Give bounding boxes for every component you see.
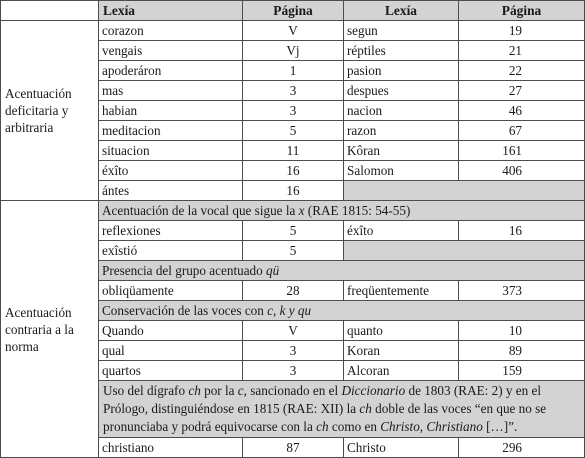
header-pagina-left: Página [243, 1, 344, 21]
lexia-cell: reflexiones [99, 221, 243, 241]
lexia-cell: réptiles [344, 41, 459, 61]
page-cell: 46 [459, 101, 585, 121]
subheader-italic: ch [359, 401, 372, 416]
lexia-cell: Salomon [344, 161, 459, 181]
subheader-italic: Diccionario [341, 383, 406, 398]
subheader-row [1, 201, 585, 221]
lexia-cell: meditacion [99, 121, 243, 141]
header-row [1, 1, 585, 21]
lexia-cell: Christo [344, 438, 459, 458]
header-lexia-right: Lexía [344, 1, 459, 21]
page-cell: 19 [459, 21, 585, 41]
subheader-text: como en [328, 419, 381, 434]
page-cell: 5 [243, 241, 344, 261]
lexia-cell: ántes [99, 181, 243, 201]
page-cell: 10 [459, 321, 585, 341]
lexia-cell: éxîto [99, 161, 243, 181]
lexia-cell: habian [99, 101, 243, 121]
page-cell: 87 [243, 438, 344, 458]
header-pagina-right: Página [459, 1, 585, 21]
page-cell: 296 [459, 438, 585, 458]
category-contraria: Acentuación contraria a la norma [1, 201, 99, 458]
page-cell: 16 [459, 221, 585, 241]
subheader-text: Conservación de las voces con [102, 302, 268, 318]
page-cell: 27 [459, 81, 585, 101]
lexia-cell: qual [99, 341, 243, 361]
page-cell: 1 [243, 61, 344, 81]
page-cell: Vj [243, 41, 344, 61]
page-cell: 3 [243, 361, 344, 381]
lexia-cell: christiano [99, 438, 243, 458]
subheader-text: Uso del dígrafo [103, 383, 189, 398]
subheader-text: (RAE 1815: 54-55) [304, 202, 411, 218]
subheader-italic: c, k y qu [267, 302, 312, 318]
lexia-cell: freqüentemente [344, 281, 459, 301]
subheader-italic: Christo, Christiano [380, 419, 483, 434]
lexia-cell: Koran [344, 341, 459, 361]
lexia-cell: corazon [99, 21, 243, 41]
page-cell: 5 [243, 221, 344, 241]
lexia-cell: quartos [99, 361, 243, 381]
page-cell: 22 [459, 61, 585, 81]
page-cell: 28 [243, 281, 344, 301]
page-cell: 16 [243, 161, 344, 181]
page-cell: 5 [243, 121, 344, 141]
lexia-cell: obliqüamente [99, 281, 243, 301]
subheader-text: de 1803 (RAE: 2) y en el Prólogo, distinguiéndose en 1815 (RAE: XII) la [103, 383, 542, 416]
subheader-vocal-x [99, 201, 585, 221]
lexia-cell: quanto [344, 321, 459, 341]
lexia-cell: despues [344, 81, 459, 101]
lexia-cell: pasion [344, 61, 459, 81]
category-deficitaria: Acentuación deficitaria y arbitraria [1, 21, 99, 201]
page-cell: 161 [459, 141, 585, 161]
lexia-cell: apoderáron [99, 61, 243, 81]
subheader-grupo-qu [99, 261, 585, 281]
page-cell: 67 [459, 121, 585, 141]
lexia-cell: nacion [344, 101, 459, 121]
lexia-cell: situacion [99, 141, 243, 161]
page-cell: V [243, 21, 344, 41]
lexia-cell: vengais [99, 41, 243, 61]
page-cell: 3 [243, 81, 344, 101]
subheader-text: […]”. [482, 419, 518, 434]
empty-shaded-cell [344, 181, 585, 201]
subheader-italic: ch [316, 419, 329, 434]
header-empty-cell [1, 1, 99, 21]
table-row [1, 21, 585, 41]
lexia-cell: mas [99, 81, 243, 101]
subheader-text: doble de las voces “en que no se pronunciaba y podrá equivocarse con la [103, 401, 547, 434]
lexia-cell: exîstió [99, 241, 243, 261]
page-cell: 3 [243, 341, 344, 361]
lexia-cell: razon [344, 121, 459, 141]
lexia-cell: éxîto [344, 221, 459, 241]
lexia-cell: Quando [99, 321, 243, 341]
lexia-cell: segun [344, 21, 459, 41]
page-cell: V [243, 321, 344, 341]
subheader-text: Acentuación de la vocal que sigue la [102, 202, 299, 218]
subheader-italic: c [237, 383, 244, 398]
subheader-italic: ch [188, 383, 201, 398]
page-cell: 406 [459, 161, 585, 181]
subheader-text: Presencia del grupo acentuado [102, 262, 267, 278]
subheader-text: por la [200, 383, 238, 398]
page-cell: 3 [243, 101, 344, 121]
subheader-italic: qü [266, 262, 280, 278]
page-cell: 373 [459, 281, 585, 301]
page-cell: 11 [243, 141, 344, 161]
page-cell: 159 [459, 361, 585, 381]
subheader-italic: x [298, 202, 305, 218]
page-cell: 21 [459, 41, 585, 61]
empty-shaded-cell [344, 241, 585, 261]
header-lexia-left: Lexía [99, 1, 243, 21]
page-cell: 89 [459, 341, 585, 361]
lexia-cell: Kôran [344, 141, 459, 161]
subheader-digrafo-ch [99, 381, 585, 438]
subheader-text: , sancionado en el [243, 383, 342, 398]
lexia-cell: Alcoran [344, 361, 459, 381]
subheader-conservacion [99, 301, 585, 321]
page-cell: 16 [243, 181, 344, 201]
